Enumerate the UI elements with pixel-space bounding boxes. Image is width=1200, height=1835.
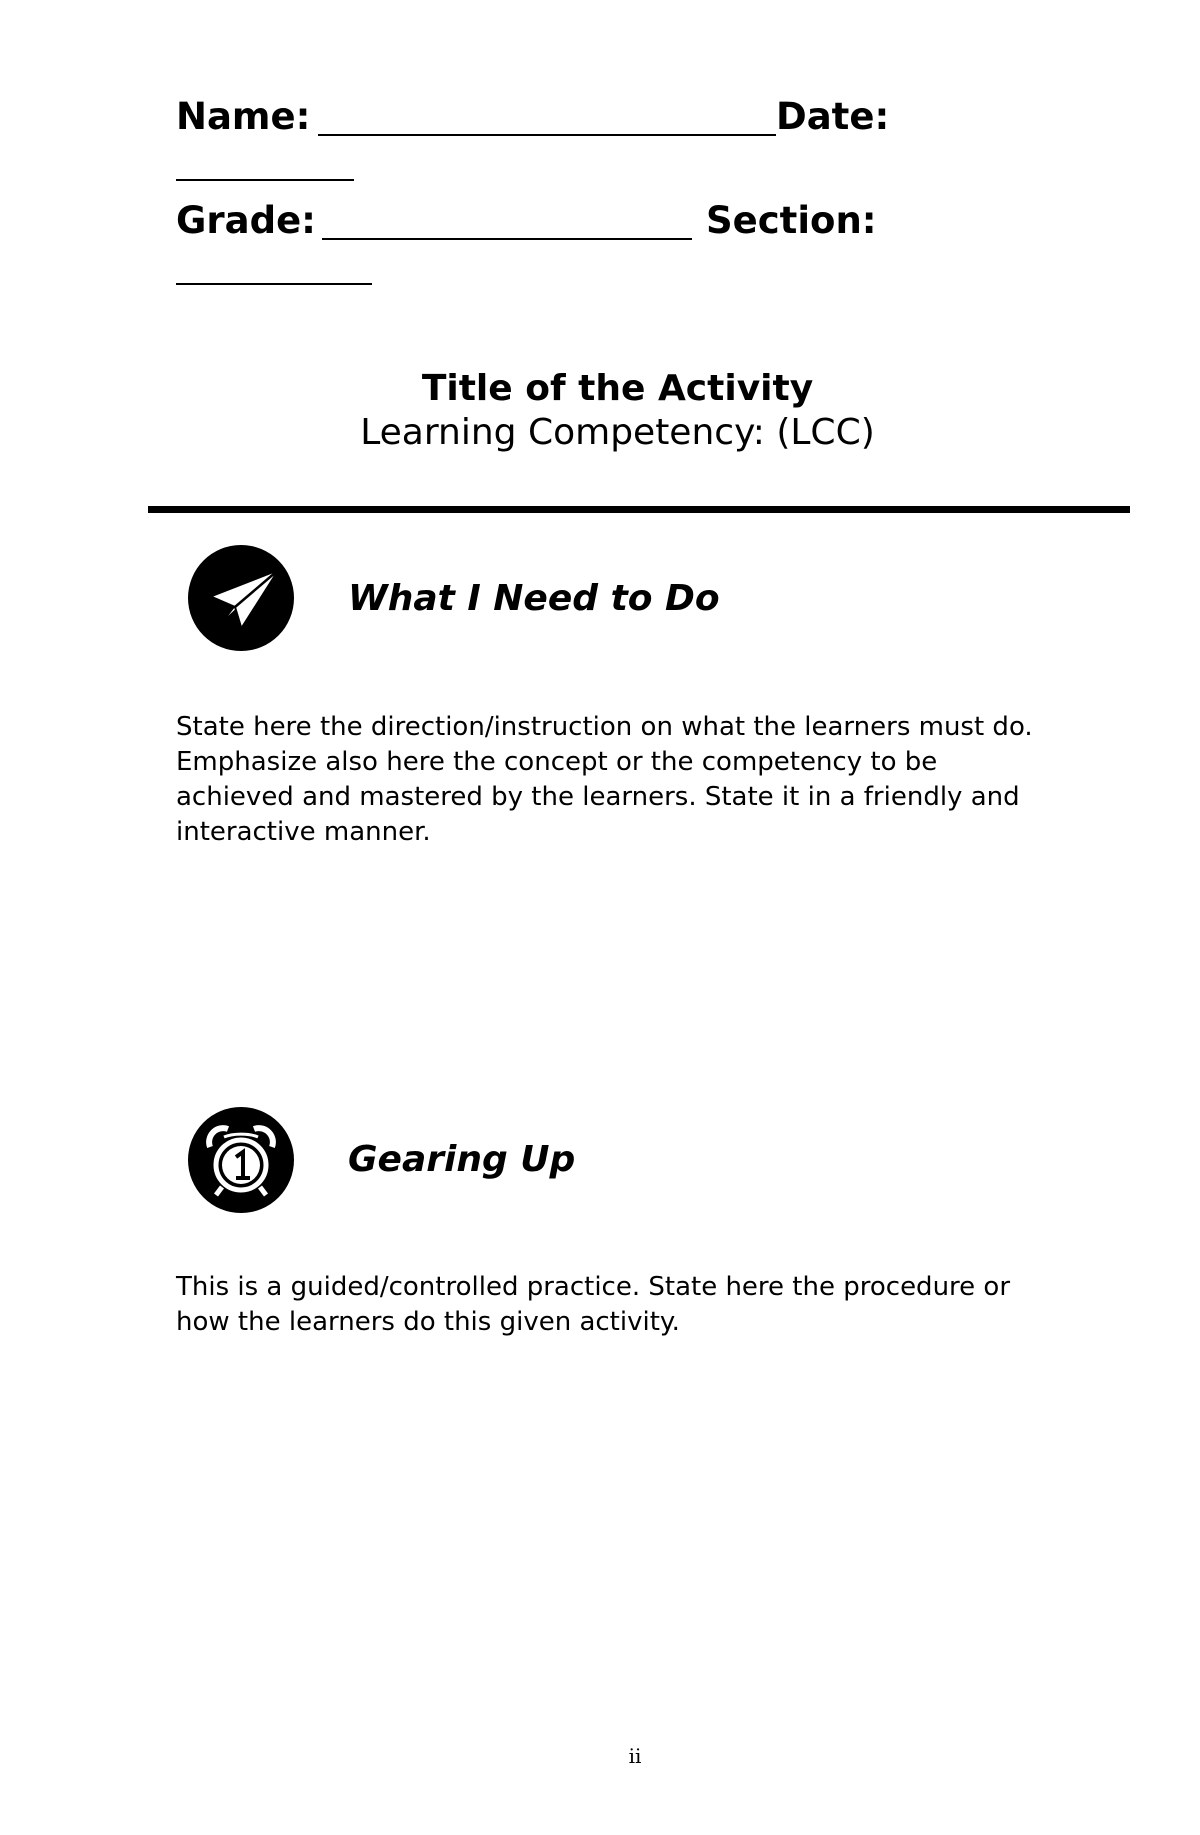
date-blank[interactable]	[176, 179, 354, 181]
section-body: State here the direction/instruction on what the learners must do. Emphasize also here the concept or the competency to be achieved and mastered by the learners. State it in a friendly and interactive manner.	[176, 712, 1033, 847]
section-body: This is a guided/controlled practice. State here the procedure or how the learners do this given activity.	[176, 1272, 1011, 1337]
section-label: Section:	[706, 199, 877, 242]
grade-label: Grade:	[176, 199, 316, 242]
section-blank[interactable]	[176, 283, 372, 285]
date-label: Date:	[776, 95, 890, 138]
divider-rule	[148, 506, 1130, 513]
alarm-clock-icon	[188, 1107, 294, 1213]
name-blank[interactable]	[318, 134, 776, 136]
activity-title: Title of the Activity	[421, 368, 814, 409]
grade-blank[interactable]	[322, 238, 692, 240]
paper-plane-icon	[188, 545, 294, 651]
name-label: Name:	[176, 95, 311, 138]
section-heading: Gearing Up	[348, 1139, 576, 1180]
section-heading: What I Need to Do	[348, 578, 720, 619]
learning-competency: Learning Competency: (LCC)	[360, 412, 875, 453]
page-number: ii	[628, 1744, 642, 1768]
